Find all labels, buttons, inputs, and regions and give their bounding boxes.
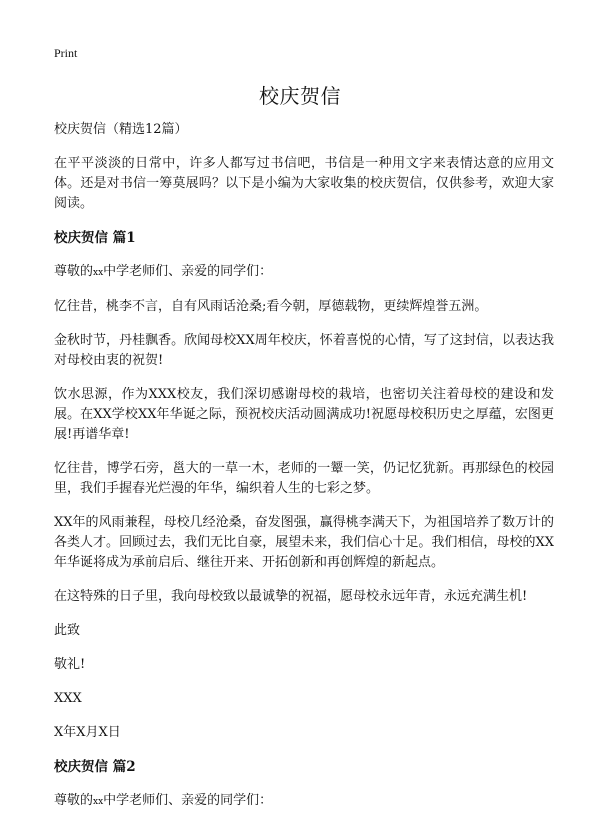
print-label: Print [54, 46, 78, 60]
body-paragraph-6: 在这特殊的日子里，我向母校致以最诚挚的祝福，愿母校永远年青，永远充满生机! [54, 589, 528, 604]
greeting-1: 尊敬的xx中学老师们、亲爱的同学们： [54, 264, 273, 279]
body-paragraph-1: 忆往昔，桃李不言，自有风雨话沧桑;看今朝，厚德载物，更续辉煌誉五洲。 [54, 299, 488, 314]
section-heading-2: 校庆贺信 篇2 [54, 759, 136, 775]
signature: XXX [54, 691, 82, 706]
date-line: X年X月X日 [54, 725, 121, 740]
body-paragraph-3: 饮水思源，作为XXX校友，我们深切感谢母校的栽培，也密切关注着母校的建设和发展。在XX学校XX年华诞之际，预祝校庆活动圆满成功!祝愿母校积历史之厚蕴，宏图更展!再谱华章! [54, 387, 554, 442]
body-paragraph-2: 金秋时节，丹桂飘香。欣闻母校XX周年校庆，怀着喜悦的心情，写了这封信，以表达我对母校由衷的祝贺! [54, 333, 554, 368]
body-paragraph-4: 忆往昔，博学石旁，邕大的一草一木，老师的一颦一笑，仍记忆犹新。再那绿色的校园里，我们手握春光烂漫的年华，编织着人生的七彩之梦。 [54, 461, 554, 496]
intro-paragraph: 在平平淡淡的日常中，许多人都写过书信吧，书信是一种用文字来表情达意的应用文体。还是对书信一筹莫展吗？以下是小编为大家收集的校庆贺信，仅供参考，欢迎大家阅读。 [54, 156, 554, 211]
closing-line: 此致 [54, 623, 81, 638]
section-heading-1: 校庆贺信 篇1 [54, 230, 136, 246]
subtitle: 校庆贺信（精选12篇） [54, 122, 188, 137]
document-body [54, 120, 554, 826]
page-title: 校庆贺信 [259, 84, 341, 108]
body-paragraph-5: XX年的风雨兼程，母校几经沧桑，奋发图强，赢得桃李满天下，为祖国培养了数万计的各类人才。回顾过去，我们无比自豪，展望未来，我们信心十足。我们相信，母校的XX年华诞将成为承前启后、继往开来、开拓创新和再创辉煌的新起点。 [54, 515, 554, 570]
salute-line: 敬礼! [54, 657, 86, 672]
greeting-2: 尊敬的xx中学老师们、亲爱的同学们： [54, 793, 273, 808]
